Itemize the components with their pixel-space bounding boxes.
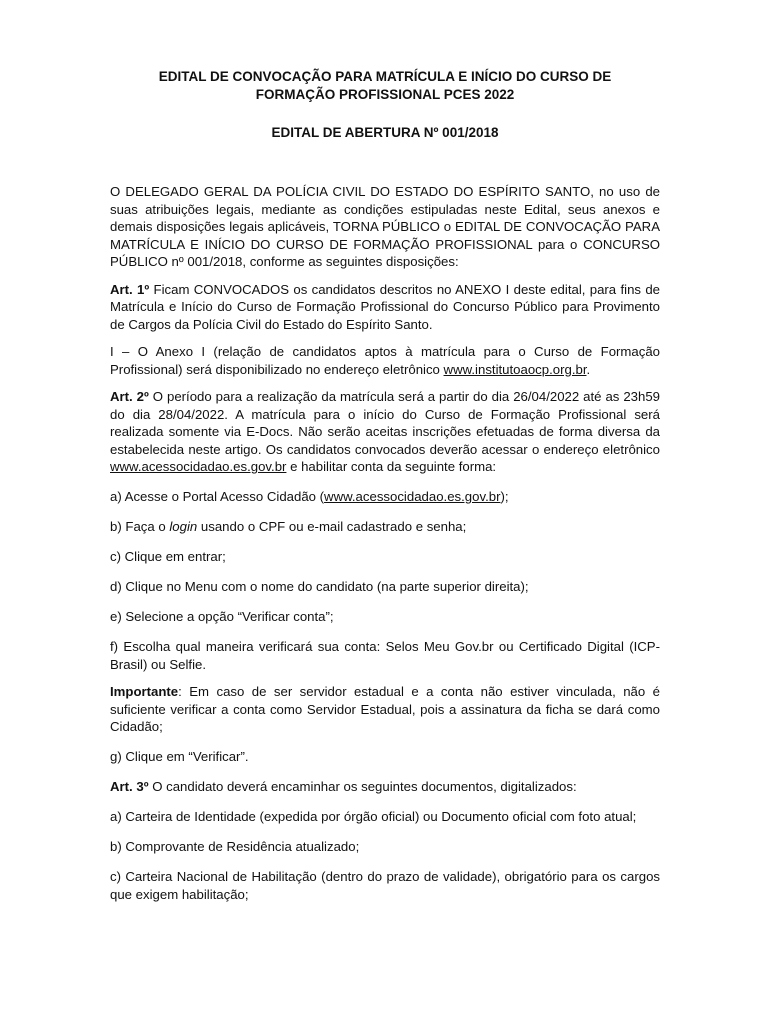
step-g: g) Clique em “Verificar”.	[110, 749, 249, 764]
document-subtitle: EDITAL DE ABERTURA Nº 001/2018	[271, 125, 499, 140]
document-title	[110, 68, 660, 104]
step-a-post: );	[500, 489, 509, 504]
portal-link[interactable]: www.acessocidadao.es.gov.br	[324, 489, 501, 504]
inciso-1-end: .	[586, 361, 591, 377]
important-note	[110, 683, 660, 736]
document-item-a: a) Carteira de Identidade (expedida por órgão oficial) ou Documento oficial com foto atual;	[110, 809, 637, 824]
step-a-pre: a) Acesse o Portal Acesso Cidadão (	[110, 489, 325, 504]
article-2-text: O período para a realização da matrícula será a partir do dia 26/04/2022 até as 23h59 do dia 28/04/2022. A matrícula para o início do Curso de Formação Profissional será realizada somente via E-Docs. Não serão aceitas inscrições efetuadas de forma diversa da estabelecida neste artigo. Os candidatos convocados deverão acessar o endereço eletrônico	[110, 389, 660, 457]
article-2	[110, 388, 660, 476]
step-b-login: login	[169, 519, 198, 534]
step-d: d) Clique no Menu com o nome do candidato (na parte superior direita);	[110, 579, 529, 594]
article-1-text: Ficam CONVOCADOS os candidatos descritos no ANEXO I deste edital, para fins de Matrícula e Início do Curso de Formação Profissional do Concurso Público para Provimento de Cargos da Polícia Civil do Estado do Espírito Santo.	[110, 281, 661, 332]
article-1-label: Art. 1º	[110, 281, 150, 297]
document-item-c: c) Carteira Nacional de Habilitação (dentro do prazo de validade), obrigatório para os cargos que exigem habilitação;	[110, 869, 660, 902]
article-3-label: Art. 3º	[110, 779, 149, 794]
step-b-pre: b) Faça o	[110, 519, 170, 534]
step-b-post: usando o CPF ou e-mail cadastrado e senha;	[197, 519, 467, 534]
step-f: f) Escolha qual maneira verificará sua conta: Selos Meu Gov.br ou Certificado Digital (ICP- Brasil) ou Selfie.	[110, 639, 660, 672]
article-3	[110, 778, 660, 796]
step-b	[110, 518, 660, 536]
article-1	[110, 281, 660, 334]
instituto-link[interactable]: www.institutoaocp.org.br	[443, 361, 587, 377]
acesso-cidadao-link[interactable]: www.acessocidadao.es.gov.br	[110, 459, 287, 474]
article-2-label: Art. 2º	[110, 389, 149, 404]
important-text: : Em caso de ser servidor estadual e a conta não estiver vinculada, não é suficiente verificar a conta como Servidor Estadual, pois a assinatura da ficha se dará como Cidadão;	[110, 684, 660, 734]
inciso-1-text: I – O Anexo I (relação de candidatos aptos à matrícula para o Curso de Formação Profissional) será disponibilizado no endereço eletrônico	[110, 344, 660, 377]
step-a	[110, 488, 660, 506]
important-label: Importante	[110, 684, 179, 699]
step-e: e) Selecione a opção “Verificar conta”;	[110, 609, 334, 624]
article-3-text: O candidato deverá encaminhar os seguintes documentos, digitalizados:	[148, 779, 577, 794]
title-line-1: EDITAL DE CONVOCAÇÃO PARA MATRÍCULA E INÍCIO DO CURSO DE	[158, 69, 612, 84]
title-line-2: FORMAÇÃO PROFISSIONAL PCES 2022	[255, 87, 515, 102]
inciso-1	[110, 343, 660, 378]
intro-paragraph: O DELEGADO GERAL DA POLÍCIA CIVIL DO ESTADO DO ESPÍRITO SANTO, no uso de suas atribuições legais, mediante as condições estipuladas neste Edital, seus anexos e demais disposições legais aplicáveis, TORNA PÚBLICO o EDITAL DE CONVOCAÇÃO PARA MATRÍCULA E INÍCIO DO CURSO DE FORMAÇÃO PROFISSIONAL para o CONCURSO PÚBLICO nº 001/2018, conforme as seguintes disposições:	[110, 184, 660, 269]
document-item-b: b) Comprovante de Residência atualizado;	[110, 839, 360, 854]
step-c: c) Clique em entrar;	[110, 549, 226, 564]
article-2-end: e habilitar conta da seguinte forma:	[286, 459, 497, 474]
